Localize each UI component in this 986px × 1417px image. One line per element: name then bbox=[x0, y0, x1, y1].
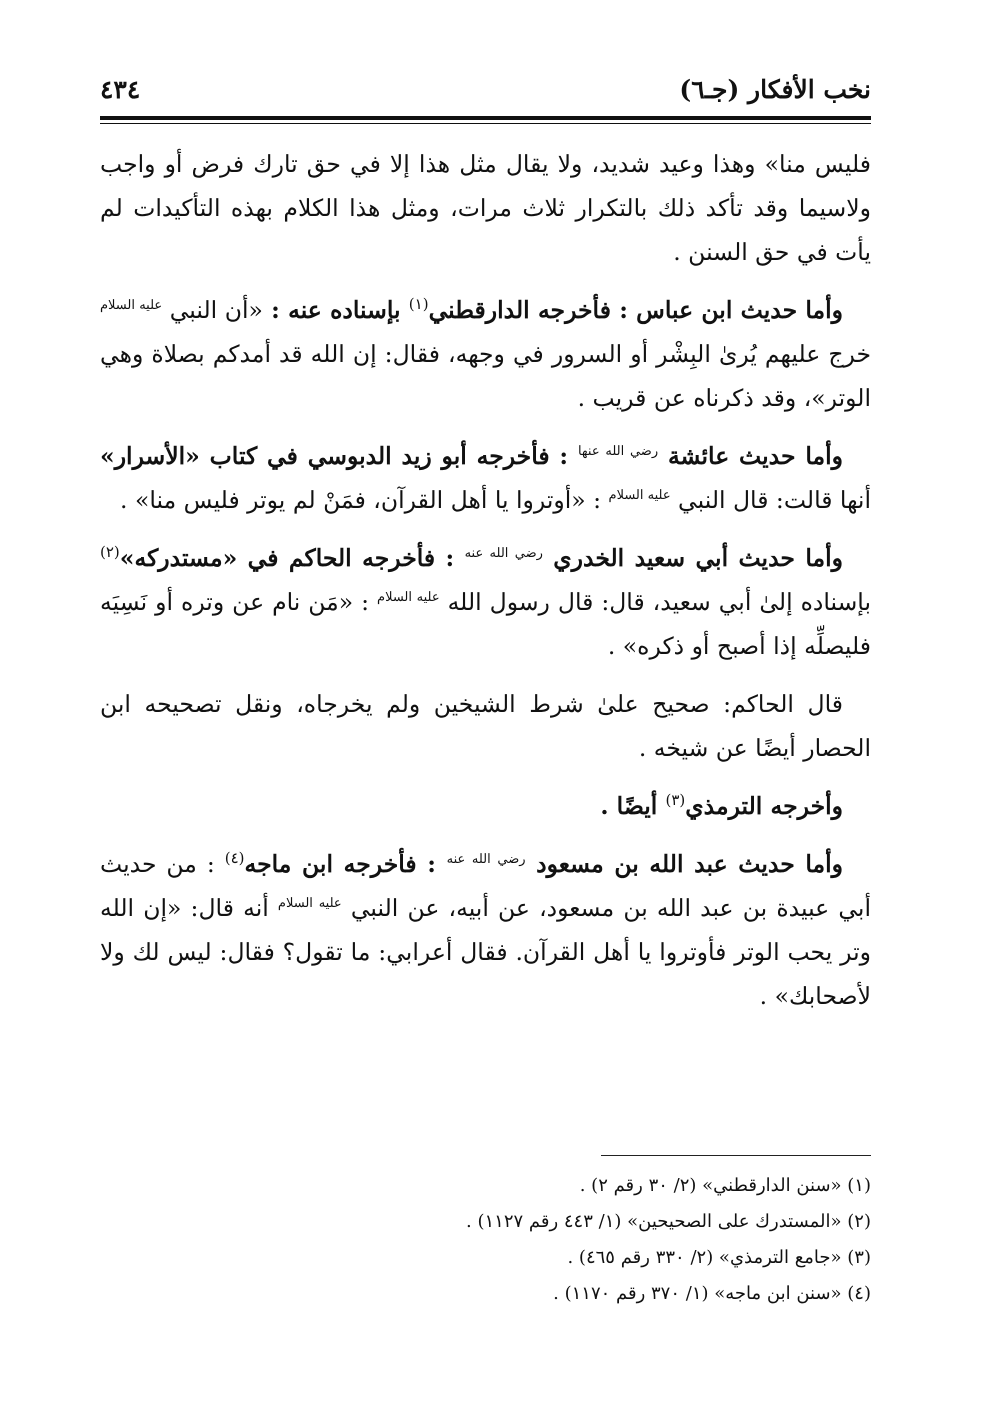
body-text bbox=[100, 142, 871, 1032]
footnote-ref: (٣) bbox=[665, 791, 686, 810]
header-rule-thin bbox=[100, 123, 871, 124]
paragraph bbox=[100, 434, 871, 522]
text-run: وأما حديث عائشة bbox=[658, 442, 843, 470]
text-run: فليس منا» وهذا وعيد شديد، ولا يقال مثل هذا إلا في حق تارك فرض أو واجب ولاسيما وقد تأكد ذلك بالتكرار ثلاث مرات، ومثل هذا الكلام بهذه التأكيدات لم يأت في حق السنن . bbox=[100, 150, 871, 266]
text-run: : فأخرجه الحاكم في «مستدركه» bbox=[119, 544, 465, 572]
text-run: قال الحاكم: صحيح علىٰ شرط الشيخين ولم يخرجاه، ونقل تصحيحه ابن الحصار أيضًا عن شيخه . bbox=[100, 690, 871, 762]
text-run: : من حديث أبي عبيدة بن عبد الله بن مسعود، عن أبيه، عن النبي bbox=[100, 850, 871, 922]
footnotes bbox=[100, 1168, 871, 1312]
text-run: وأما حديث عبد الله بن مسعود bbox=[525, 850, 844, 878]
text-run: بإسناده إلىٰ أبي سعيد، قال: قال رسول الله bbox=[439, 588, 872, 616]
text-run: أنه قال: «إن الله وتر يحب الوتر فأوتروا يا أهل القرآن. فقال أعرابي: ما تقول؟ فقال: ليس لك ولا لأصحابك» . bbox=[100, 894, 871, 1010]
honorific-glyph: عليه السلام bbox=[277, 896, 342, 912]
text-run: : «مَن نام عن وتره أو نَسِيَه فليصلِّه إذا أصبح أو ذكره» . bbox=[100, 588, 871, 660]
honorific-glyph: عليه السلام bbox=[100, 298, 163, 314]
paragraph bbox=[100, 536, 871, 668]
honorific-glyph: رضي الله عنه bbox=[446, 852, 526, 868]
text-run: : فأخرجه ابن ماجه bbox=[244, 850, 447, 878]
footnote-item: (١) «سنن الدارقطني» (٢/ ٣٠ رقم ٢) . bbox=[579, 1175, 871, 1196]
honorific-glyph: عليه السلام bbox=[608, 488, 671, 504]
text-run: وأخرجه الترمذي bbox=[685, 792, 843, 820]
paragraph bbox=[100, 142, 871, 274]
honorific-glyph: رضي الله عنها bbox=[577, 444, 659, 460]
running-header bbox=[100, 68, 871, 110]
footnote-item: (٤) «سنن ابن ماجه» (١/ ٣٧٠ رقم ١١٧٠) . bbox=[553, 1283, 871, 1304]
text-run: وأما حديث ابن عباس : فأخرجه الدارقطني bbox=[428, 296, 843, 324]
footnote-ref: (٤) bbox=[224, 849, 245, 868]
text-run: خرج عليهم يُرىٰ البِشْر أو السرور في وجهه، فقال: إن الله قد أمدكم بصلاة وهي الوتر»، وقد ذكرناه عن قريب . bbox=[100, 340, 871, 412]
paragraph bbox=[100, 784, 871, 828]
text-run: : فأخرجه أبو زيد الدبوسي في كتاب «الأسرار» bbox=[100, 442, 578, 470]
paragraph bbox=[100, 682, 871, 770]
footnote-ref: (١) bbox=[408, 295, 429, 314]
honorific-glyph: عليه السلام bbox=[377, 590, 440, 606]
footnote-separator bbox=[601, 1155, 871, 1156]
header-rule-thick bbox=[100, 116, 871, 120]
text-run: وأما حديث أبي سعيد الخدري bbox=[542, 544, 843, 572]
paragraph bbox=[100, 288, 871, 420]
page-number: ٤٣٤ bbox=[100, 74, 141, 104]
paragraph bbox=[100, 842, 871, 1018]
text-run: أيضًا . bbox=[600, 792, 666, 820]
text-run: : «أوتروا يا أهل القرآن، فمَنْ لم يوتر فليس منا» . bbox=[120, 486, 609, 514]
honorific-glyph: رضي الله عنه bbox=[464, 546, 543, 562]
footnote-ref: (٢) bbox=[100, 543, 120, 562]
text-run: «أن النبي bbox=[162, 296, 263, 324]
text-run: بإسناده عنه : bbox=[262, 296, 409, 324]
footnote-item: (٢) «المستدرك على الصحيحين» (١/ ٤٤٣ رقم ١١٢٧) . bbox=[466, 1211, 871, 1232]
footnote-item: (٣) «جامع الترمذي» (٢/ ٣٣٠ رقم ٤٦٥) . bbox=[567, 1247, 871, 1268]
running-title: نخب الأفكار (جـ٦) bbox=[679, 74, 871, 104]
text-run: أنها قالت: قال النبي bbox=[670, 486, 871, 514]
